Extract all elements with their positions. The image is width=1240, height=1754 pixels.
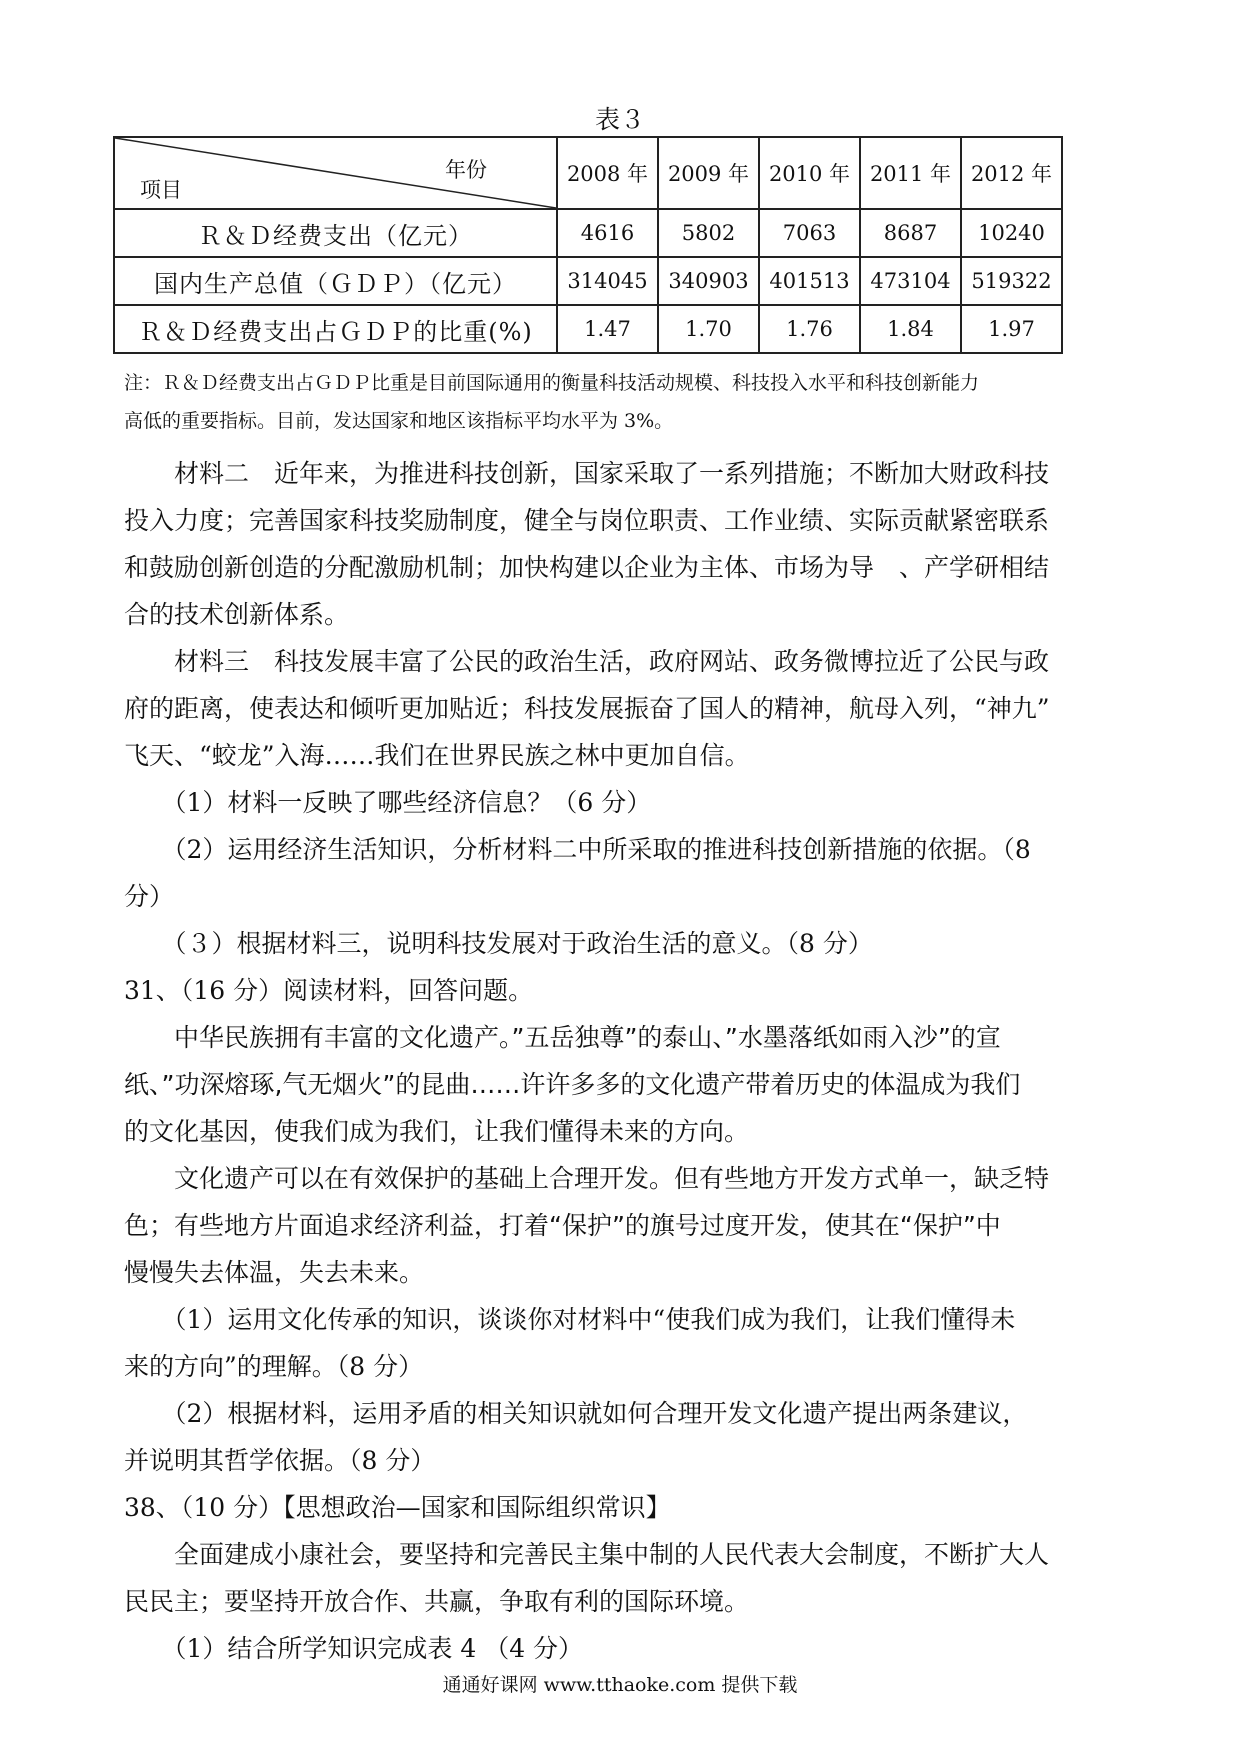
note-line: 注：Ｒ＆Ｄ经费支出占ＧＤＰ比重是目前国际通用的衡量科技活动规模、科技投入水平和科技创新能力	[124, 372, 980, 394]
table-cell: 401513	[759, 257, 860, 305]
question-line: （３）根据材料三，说明科技发展对于政治生活的意义。（8 分）	[124, 929, 873, 958]
text-line: 材料二 近年来，为推进科技创新，国家采取了一系列措施；不断加大财政科技	[124, 459, 1050, 488]
question-line: （2）根据材料，运用矛盾的相关知识就如何合理开发文化遗产提出两条建议，	[124, 1399, 1028, 1428]
text-line: 投入力度；完善国家科技奖励制度，健全与岗位职责、工作业绩、实际贡献紧密联系	[124, 506, 1050, 535]
year-header: 2009 年	[658, 137, 759, 209]
question-line: 来的方向”的理解。（8 分）	[124, 1352, 424, 1381]
table-cell: 10240	[961, 209, 1062, 257]
question-30-parts	[124, 779, 1124, 967]
text-line: 慢慢失去体温，失去未来。	[124, 1258, 425, 1287]
corner-year-label: 年份	[445, 158, 487, 182]
text-line: 的文化基因，使我们成为我们，让我们懂得未来的方向。	[124, 1117, 750, 1146]
text-line: 飞天、“蛟龙”入海……我们在世界民族之林中更加自信。	[124, 741, 750, 770]
text-line: 纸、”功深熔琢,气无烟火”的昆曲……许许多多的文化遗产带着历史的体温成为我们	[124, 1070, 1021, 1099]
year-header: 2011 年	[860, 137, 961, 209]
text-line: 文化遗产可以在有效保护的基础上合理开发。但有些地方开发方式单一，缺乏特	[124, 1164, 1050, 1193]
table-cell: 1.47	[557, 305, 658, 353]
row-label: Ｒ＆Ｄ经费支出（亿元）	[114, 209, 557, 257]
table-cell: 314045	[557, 257, 658, 305]
year-header: 2010 年	[759, 137, 860, 209]
question-line: （2）运用经济生活知识，分析材料二中所采取的推进科技创新措施的依据。（8	[124, 835, 1031, 864]
question-31	[124, 967, 1124, 1484]
table-cell: 1.76	[759, 305, 860, 353]
material-three	[124, 638, 1124, 779]
text-line: 府的距离，使表达和倾听更加贴近；科技发展振奋了国人的精神，航母入列，“神九”	[124, 694, 1050, 723]
table-row	[114, 209, 1062, 257]
question-line: （1）结合所学知识完成表 4 （4 分）	[124, 1634, 584, 1663]
text-line: 合的技术创新体系。	[124, 600, 350, 629]
table-cell: 1.97	[961, 305, 1062, 353]
question-line: 并说明其哲学依据。（8 分）	[124, 1446, 436, 1475]
question-header: 38、（10 分）【思想政治—国家和国际组织常识】	[124, 1493, 671, 1522]
question-header: 31、（16 分）阅读材料，回答问题。	[124, 976, 534, 1005]
question-38	[124, 1484, 1124, 1672]
table-cell: 5802	[658, 209, 759, 257]
table-cell: 7063	[759, 209, 860, 257]
table-cell: 4616	[557, 209, 658, 257]
question-line: （1）材料一反映了哪些经济信息？（6 分）	[124, 788, 652, 817]
text-line: 民民主；要坚持开放合作、共赢，争取有利的国际环境。	[124, 1587, 750, 1616]
data-table	[113, 136, 1063, 354]
year-header: 2008 年	[557, 137, 658, 209]
table-cell: 340903	[658, 257, 759, 305]
table-cell: 519322	[961, 257, 1062, 305]
text-line: 和鼓励创新创造的分配激励机制；加快构建以企业为主体、市场为导 、产学研相结	[124, 553, 1050, 582]
table-header-row	[114, 137, 1062, 209]
page-footer: 通通好课网 www.tthaoke.com 提供下载	[442, 1674, 798, 1696]
table-caption: 表３	[594, 105, 645, 134]
text-line: 全面建成小康社会，要坚持和完善民主集中制的人民代表大会制度，不断扩大人	[124, 1540, 1050, 1569]
row-label: 国内生产总值（ＧＤＰ）（亿元）	[114, 257, 557, 305]
text-line: 中华民族拥有丰富的文化遗产。”五岳独尊”的泰山、”水墨落纸如雨入沙”的宣	[124, 1023, 1001, 1052]
question-line: （1）运用文化传承的知识，谈谈你对材料中“使我们成为我们，让我们懂得未	[124, 1305, 1016, 1334]
table-note	[124, 364, 1124, 440]
table-cell: 1.70	[658, 305, 759, 353]
question-line: 分）	[124, 882, 175, 911]
row-label: Ｒ＆Ｄ经费支出占ＧＤＰ的比重(%)	[114, 305, 557, 353]
corner-item-label: 项目	[140, 178, 182, 202]
table-row	[114, 257, 1062, 305]
table-corner-cell	[114, 137, 557, 209]
table-cell: 1.84	[860, 305, 961, 353]
text-line: 色；有些地方片面追求经济利益，打着“保护”的旗号过度开发，使其在“保护”中	[124, 1211, 1001, 1240]
year-header: 2012 年	[961, 137, 1062, 209]
material-two	[124, 450, 1124, 638]
text-line: 材料三 科技发展丰富了公民的政治生活，政府网站、政务微博拉近了公民与政	[124, 647, 1050, 676]
table-cell: 473104	[860, 257, 961, 305]
table-cell: 8687	[860, 209, 961, 257]
table-row	[114, 305, 1062, 353]
note-line: 高低的重要指标。目前，发达国家和地区该指标平均水平为 3%。	[124, 410, 674, 432]
